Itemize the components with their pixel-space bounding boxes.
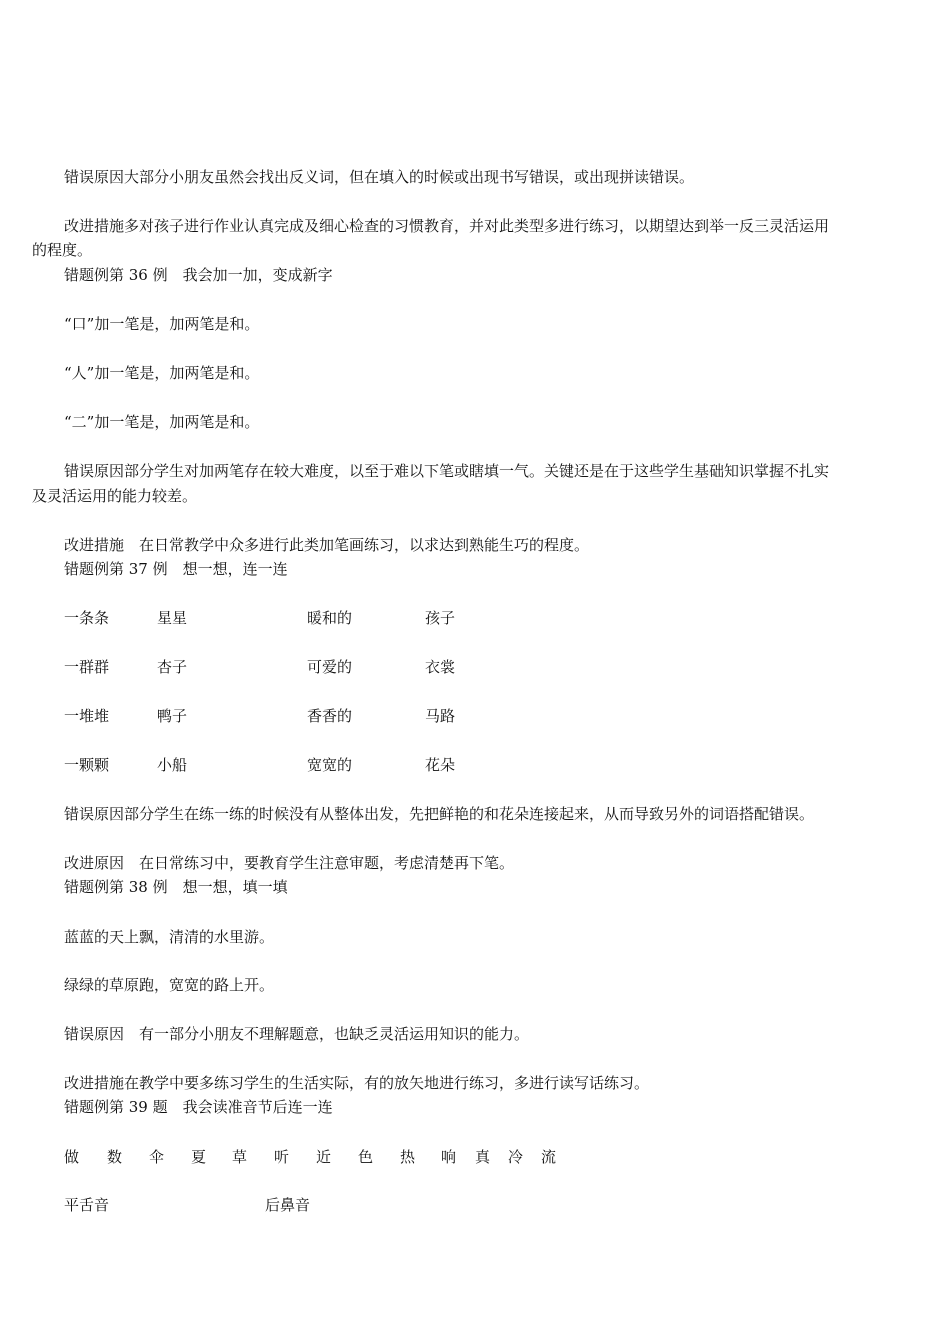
paragraph-improvement-3: 改进原因 在日常练习中，要教育学生注意审题，考虑清楚再下笔。 <box>64 854 515 872</box>
match-object: 花朵 <box>425 756 456 774</box>
exercise-line-kou: “口”加一笔是，加两笔是和。 <box>64 315 260 333</box>
exercise-line-ren: “人”加一笔是，加两笔是和。 <box>64 364 260 382</box>
match-noun: 杏子 <box>157 658 188 676</box>
match-quantifier: 一群群 <box>64 658 110 676</box>
heading-example-37: 错题例第 37 例 想一想，连一连 <box>64 560 288 578</box>
match-noun: 小船 <box>157 756 188 774</box>
exercise-line-blue-sky: 蓝蓝的天上飘，清清的水里游。 <box>64 928 275 946</box>
paragraph-improvement-1-line2: 的程度。 <box>32 241 93 259</box>
match-adjective: 宽宽的 <box>307 756 353 774</box>
match-adjective: 香香的 <box>307 707 353 725</box>
character-item: 草 <box>232 1148 248 1166</box>
heading-example-39: 错题例第 39 题 我会读准音节后连一连 <box>64 1098 333 1116</box>
character-item: 数 <box>107 1148 123 1166</box>
heading-example-36: 错题例第 36 例 我会加一加，变成新字 <box>64 266 333 284</box>
character-item: 热 <box>400 1148 416 1166</box>
match-noun: 星星 <box>157 609 188 627</box>
match-quantifier: 一堆堆 <box>64 707 110 725</box>
paragraph-improvement-4: 改进措施在教学中要多练习学生的生活实际，有的放矢地进行练习，多进行读写话练习。 <box>64 1074 650 1092</box>
character-item: 做 <box>64 1148 80 1166</box>
character-item: 色 <box>358 1148 374 1166</box>
paragraph-error-cause-3: 错误原因部分学生在练一练的时候没有从整体出发，先把鲜艳的和花朵连接起来，从而导致另外的词语搭配错误。 <box>64 805 815 823</box>
paragraph-error-cause-4: 错误原因 有一部分小朋友不理解题意，也缺乏灵活运用知识的能力。 <box>64 1025 530 1043</box>
character-item: 伞 <box>149 1148 165 1166</box>
character-item: 近 <box>316 1148 332 1166</box>
match-adjective: 可爱的 <box>307 658 353 676</box>
category-back-nasal: 后鼻音 <box>265 1196 311 1214</box>
character-item: 流 <box>541 1148 557 1166</box>
paragraph-error-cause-2-line1: 错误原因部分学生对加两笔存在较大难度，以至于难以下笔或瞎填一气。关键还是在于这些学生基础知识掌握不扎实 <box>64 462 830 480</box>
character-item: 听 <box>274 1148 290 1166</box>
paragraph-error-cause-2-line2: 及灵活运用的能力较差。 <box>32 487 198 505</box>
match-adjective: 暖和的 <box>307 609 353 627</box>
exercise-line-green-grass: 绿绿的草原跑，宽宽的路上开。 <box>64 976 275 994</box>
match-quantifier: 一颗颗 <box>64 756 110 774</box>
character-item: 冷 <box>508 1148 524 1166</box>
character-item: 真 <box>475 1148 491 1166</box>
exercise-line-er: “二”加一笔是，加两笔是和。 <box>64 413 260 431</box>
match-quantifier: 一条条 <box>64 609 110 627</box>
category-flat-tongue: 平舌音 <box>64 1196 110 1214</box>
paragraph-improvement-1-line1: 改进措施多对孩子进行作业认真完成及细心检查的习惯教育，并对此类型多进行练习，以期望达到举一反三灵活运用 <box>64 217 830 235</box>
paragraph-improvement-2: 改进措施 在日常教学中众多进行此类加笔画练习，以求达到熟能生巧的程度。 <box>64 536 590 554</box>
heading-example-38: 错题例第 38 例 想一想，填一填 <box>64 878 288 896</box>
paragraph-error-cause-1: 错误原因大部分小朋友虽然会找出反义词，但在填入的时候或出现书写错误，或出现拼读错误。 <box>64 168 695 186</box>
match-object: 孩子 <box>425 609 456 627</box>
character-item: 响 <box>441 1148 457 1166</box>
match-object: 衣裳 <box>425 658 456 676</box>
match-noun: 鸭子 <box>157 707 188 725</box>
match-object: 马路 <box>425 707 456 725</box>
character-item: 夏 <box>191 1148 207 1166</box>
